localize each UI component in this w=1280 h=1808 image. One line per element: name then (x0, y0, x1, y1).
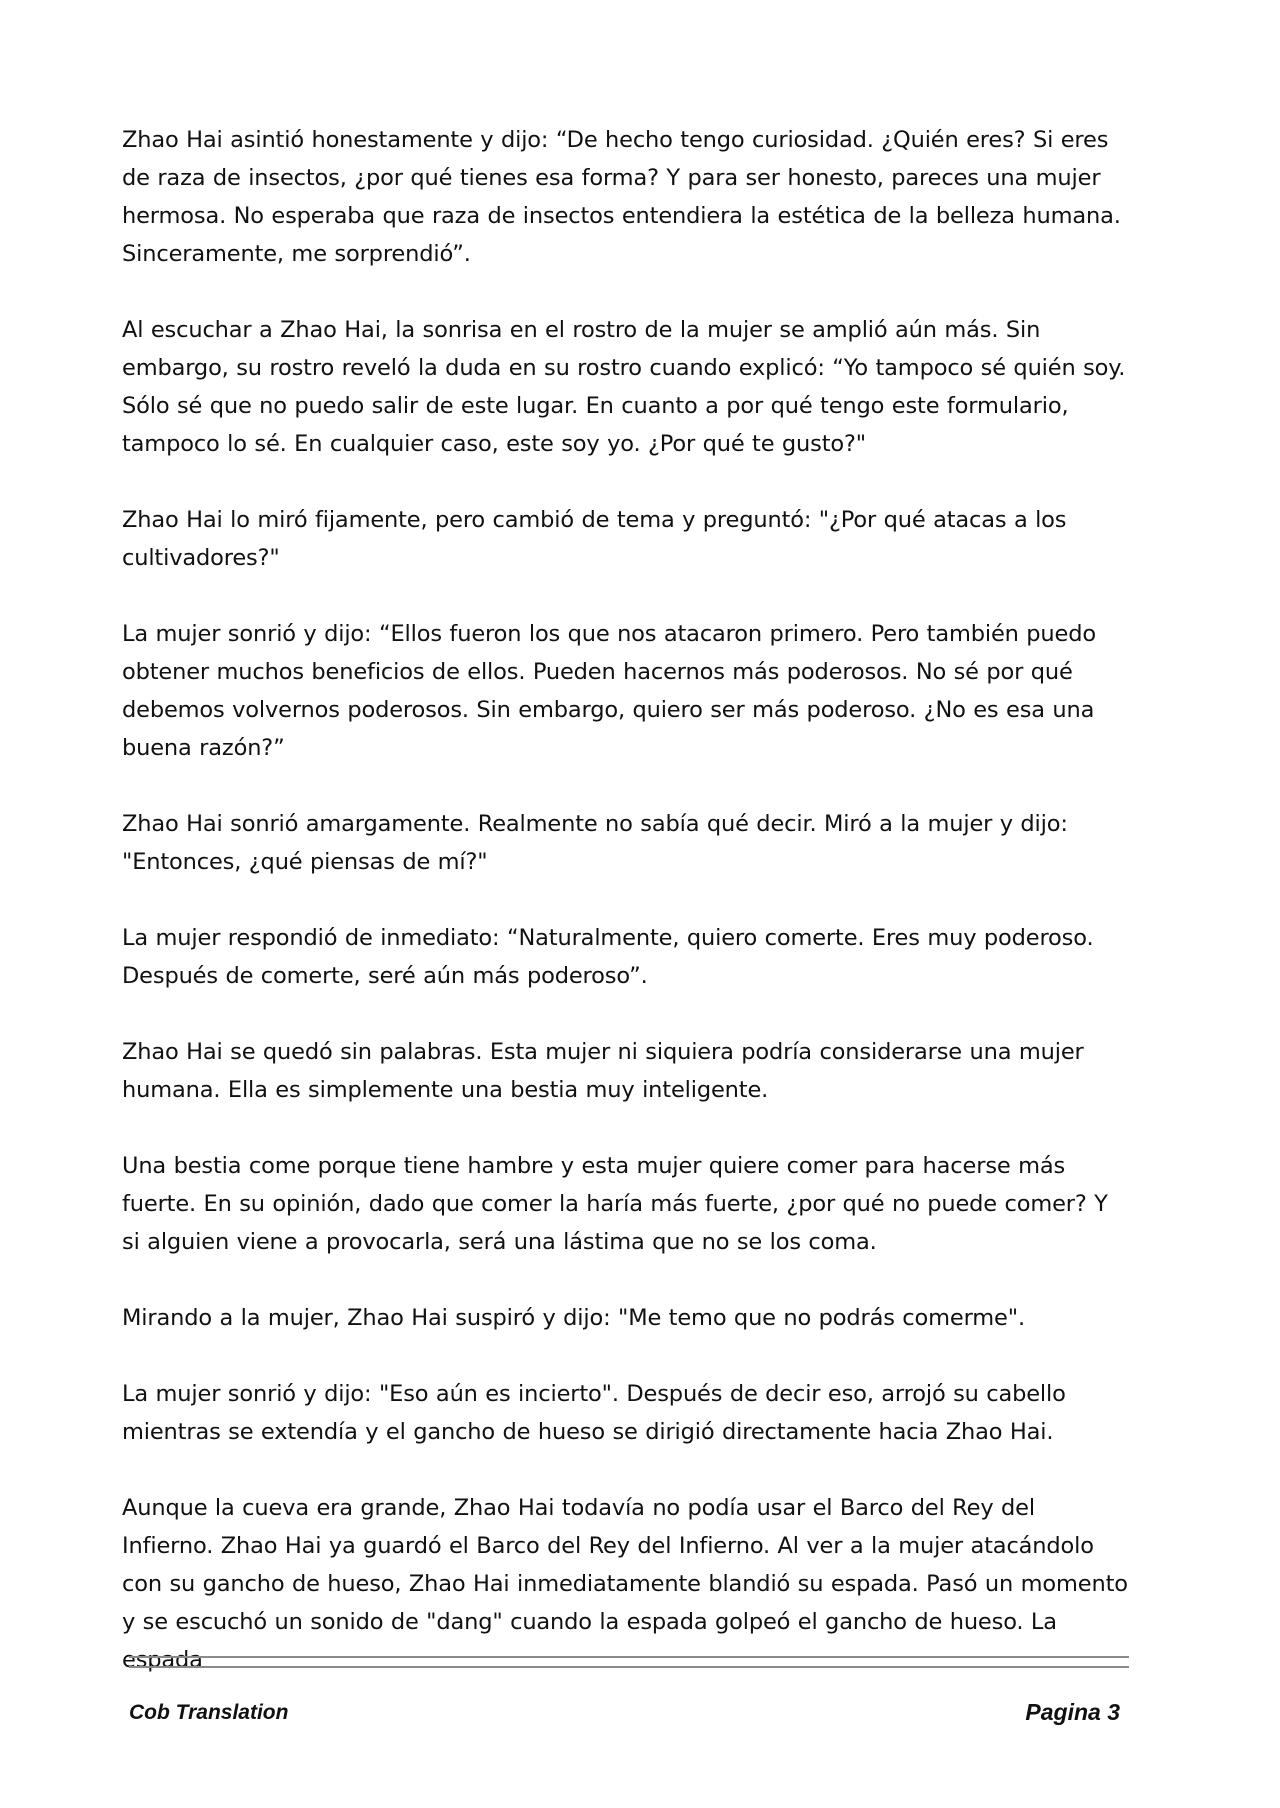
footer-divider-top (129, 1656, 1129, 1658)
paragraph-2: Al escuchar a Zhao Hai, la sonrisa en el rostro de la mujer se amplió aún más. Sin embargo, su rostro reveló la duda en su rostro cuando explicó: “Yo tampoco sé quién soy. Sólo sé que no puedo salir de este lugar. En cuanto a por qué tengo este formulario, tampoco lo sé. En cualquier caso, este soy yo. ¿Por qué te gusto?" (122, 317, 1126, 457)
footer-translator-credit: Cob Translation (129, 1701, 289, 1724)
paragraph-7: Zhao Hai se quedó sin palabras. Esta mujer ni siquiera podría considerarse una mujer humana. Ella es simplemente una bestia muy inteligente. (122, 1039, 1084, 1103)
paragraph-6: La mujer respondió de inmediato: “Naturalmente, quiero comerte. Eres muy poderoso. Después de comerte, seré aún más poderoso”. (122, 925, 1094, 989)
paragraph-5: Zhao Hai sonrió amargamente. Realmente no sabía qué decir. Miró a la mujer y dijo: "Entonces, ¿qué piensas de mí?" (122, 811, 1068, 875)
footer-page-number: Pagina 3 (1025, 1699, 1120, 1725)
paragraph-1: Zhao Hai asintió honestamente y dijo: “De hecho tengo curiosidad. ¿Quién eres? Si eres de raza de insectos, ¿por qué tienes esa forma? Y para ser honesto, pareces una mujer hermosa. No esperaba que raza de insectos entendiera la estética de la belleza humana. Sinceramente, me sorprendió”. (122, 127, 1121, 267)
paragraph-9: Mirando a la mujer, Zhao Hai suspiró y dijo: "Me temo que no podrás comerme". (122, 1305, 1025, 1331)
footer-divider-bottom (129, 1666, 1129, 1668)
paragraph-8: Una bestia come porque tiene hambre y esta mujer quiere comer para hacerse más fuerte. En su opinión, dado que comer la haría más fuerte, ¿por qué no puede comer? Y si alguien viene a provocarla, será una lástima que no se los coma. (122, 1153, 1108, 1255)
paragraph-3: Zhao Hai lo miró fijamente, pero cambió de tema y preguntó: "¿Por qué atacas a los cultivadores?" (122, 507, 1067, 571)
document-body (122, 121, 1132, 1717)
paragraph-11: Aunque la cueva era grande, Zhao Hai todavía no podía usar el Barco del Rey del Infierno. Zhao Hai ya guardó el Barco del Rey del Infierno. Al ver a la mujer atacándolo con su gancho de hueso, Zhao Hai inmediatamente blandió su espada. Pasó un momento y se escuchó un sonido de "dang" cuando la espada golpeó el gancho de hueso. La espada (122, 1495, 1128, 1673)
paragraph-10: La mujer sonrió y dijo: "Eso aún es incierto". Después de decir eso, arrojó su cabello mientras se extendía y el gancho de hueso se dirigió directamente hacia Zhao Hai. (122, 1381, 1066, 1445)
paragraph-4: La mujer sonrió y dijo: “Ellos fueron los que nos atacaron primero. Pero también puedo obtener muchos beneficios de ellos. Pueden hacernos más poderosos. No sé por qué debemos volvernos poderosos. Sin embargo, quiero ser más poderoso. ¿No es esa una buena razón?” (122, 621, 1096, 761)
